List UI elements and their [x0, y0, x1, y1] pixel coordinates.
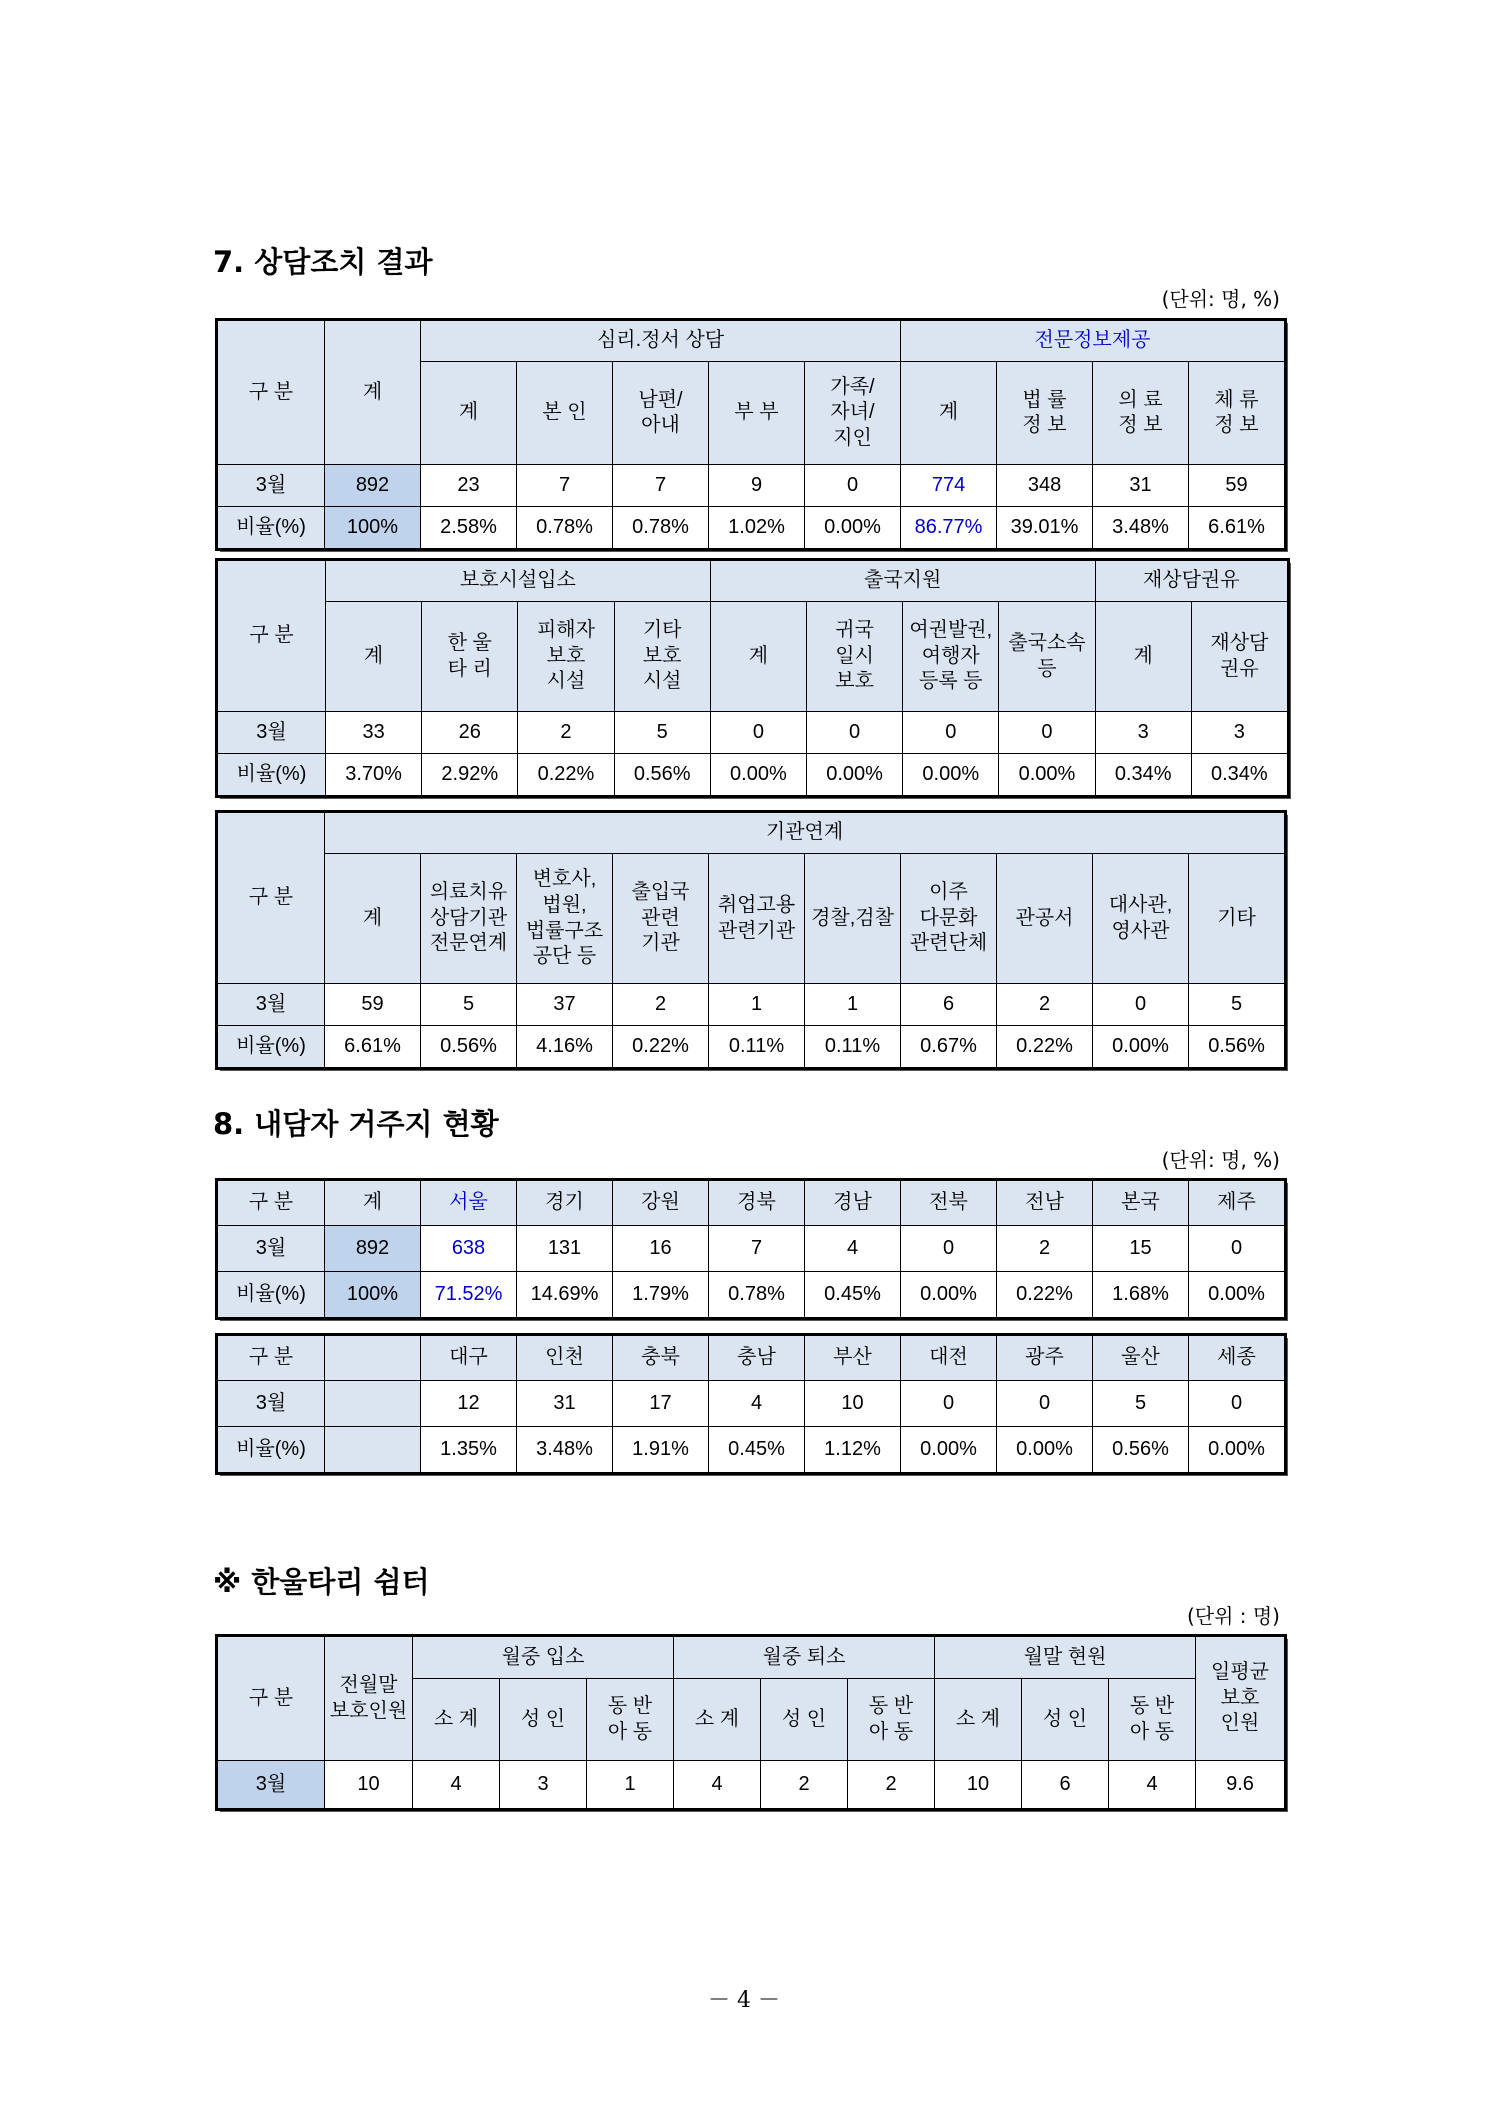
- header-cell: 경북: [709, 1181, 805, 1226]
- cell: 0.67%: [901, 1026, 997, 1068]
- col-gubun: 구 분: [218, 1637, 325, 1761]
- cell: 1.91%: [613, 1427, 709, 1473]
- header-cell: 세종: [1189, 1336, 1285, 1381]
- cell: 3: [1095, 712, 1191, 754]
- col-gubun: 구 분: [218, 321, 325, 465]
- cell: 5: [421, 984, 517, 1026]
- cell: 71.52%: [421, 1272, 517, 1318]
- cell: 1: [587, 1761, 674, 1809]
- group-out: 월중 퇴소: [674, 1637, 935, 1679]
- table-row: [218, 1226, 1285, 1272]
- cell: 3.70%: [326, 754, 422, 796]
- row-label: 비율(%): [218, 1272, 325, 1318]
- cell: 4: [805, 1226, 901, 1272]
- cell: 31: [1093, 465, 1189, 507]
- cell: 0.00%: [997, 1427, 1093, 1473]
- cell: 2.58%: [421, 507, 517, 549]
- cell: 0.11%: [709, 1026, 805, 1068]
- residence-table-1: [217, 1180, 1285, 1318]
- group-agency: 기관연계: [325, 813, 1285, 854]
- cell: 5: [1093, 1381, 1189, 1427]
- table-row: [218, 507, 1285, 549]
- cell: 2: [997, 1226, 1093, 1272]
- cell: 131: [517, 1226, 613, 1272]
- cell: 774: [901, 465, 997, 507]
- cell: 14.69%: [517, 1272, 613, 1318]
- cell: 0: [1189, 1381, 1285, 1427]
- cell: 23: [421, 465, 517, 507]
- row-label: 3월: [218, 1381, 325, 1427]
- header-cell: 인천: [517, 1336, 613, 1381]
- cell: 3.48%: [517, 1427, 613, 1473]
- cell: 2: [997, 984, 1093, 1026]
- header-cell: 제주: [1189, 1181, 1285, 1226]
- header-cell: 충북: [613, 1336, 709, 1381]
- sub-header: 성 인: [761, 1679, 848, 1761]
- cell: 2.92%: [422, 754, 518, 796]
- group-psych: 심리.정서 상담: [421, 321, 901, 362]
- cell: 0.78%: [709, 1272, 805, 1318]
- cell: 1: [805, 984, 901, 1026]
- sub-header: 출국소속 등: [999, 602, 1095, 712]
- sub-header: 성 인: [500, 1679, 587, 1761]
- group-recounsel: 재상담권유: [1095, 561, 1287, 602]
- header-cell: 경기: [517, 1181, 613, 1226]
- header-cell: 전북: [901, 1181, 997, 1226]
- cell: 0.56%: [421, 1026, 517, 1068]
- row-label: 3월: [218, 1761, 325, 1809]
- sub-header: 계: [901, 362, 997, 465]
- shelter-table: [217, 1636, 1285, 1809]
- cell: 1.35%: [421, 1427, 517, 1473]
- cell: 0: [710, 712, 806, 754]
- cell: 0: [999, 712, 1095, 754]
- table-row: [218, 984, 1285, 1026]
- header-cell: 광주: [997, 1336, 1093, 1381]
- header-cell: 계: [325, 1181, 421, 1226]
- page-number: － 4 －: [708, 1988, 780, 2013]
- cell: 892: [325, 465, 421, 507]
- header-cell: 본국: [1093, 1181, 1189, 1226]
- sub-header: 동 반 아 동: [587, 1679, 674, 1761]
- sub-header: 의료치유 상담기관 전문연계: [421, 854, 517, 984]
- cell: 0.22%: [997, 1026, 1093, 1068]
- sub-header: 기타: [1189, 854, 1285, 984]
- col-gubun: 구 분: [218, 561, 326, 712]
- cell: 12: [421, 1381, 517, 1427]
- cell: 4.16%: [517, 1026, 613, 1068]
- sub-header: 부 부: [709, 362, 805, 465]
- table-row: [218, 465, 1285, 507]
- cell: 0.00%: [1189, 1427, 1285, 1473]
- sub-header: 변호사, 법원, 법률구조 공단 등: [517, 854, 613, 984]
- group-shelter: 보호시설입소: [326, 561, 711, 602]
- section-7-unit: (단위: 명, %): [1161, 287, 1280, 311]
- col-gubun: 구 분: [218, 813, 325, 984]
- row-label: 비율(%): [218, 1026, 325, 1068]
- counseling-table-2: [217, 560, 1288, 796]
- cell: 0.00%: [903, 754, 999, 796]
- sub-header: 법 률 정 보: [997, 362, 1093, 465]
- cell: 1: [709, 984, 805, 1026]
- cell: 0: [806, 712, 902, 754]
- sub-header: 출입국 관련 기관: [613, 854, 709, 984]
- cell: 33: [326, 712, 422, 754]
- cell: 10: [935, 1761, 1022, 1809]
- cell: 6.61%: [325, 1026, 421, 1068]
- cell: 638: [421, 1226, 517, 1272]
- cell: 0: [901, 1381, 997, 1427]
- col-prev: 전월말 보호인원: [325, 1637, 413, 1761]
- cell: [325, 1381, 421, 1427]
- cell: 10: [805, 1381, 901, 1427]
- table-row: [218, 1381, 1285, 1427]
- cell: 31: [517, 1381, 613, 1427]
- section-7-title: 7. 상담조치 결과: [213, 245, 433, 279]
- cell: 0.34%: [1191, 754, 1287, 796]
- header-cell: 강원: [613, 1181, 709, 1226]
- cell: 9: [709, 465, 805, 507]
- cell: 2: [761, 1761, 848, 1809]
- table-row: [218, 1026, 1285, 1068]
- cell: 0.00%: [999, 754, 1095, 796]
- cell: 0.00%: [806, 754, 902, 796]
- cell: 4: [674, 1761, 761, 1809]
- table-header-row: [218, 1181, 1285, 1226]
- header-cell: 울산: [1093, 1336, 1189, 1381]
- cell: 0.22%: [613, 1026, 709, 1068]
- group-info: 전문정보제공: [901, 321, 1285, 362]
- cell: 4: [413, 1761, 500, 1809]
- header-cell: 경남: [805, 1181, 901, 1226]
- cell: 0.78%: [613, 507, 709, 549]
- sub-header: 관공서: [997, 854, 1093, 984]
- cell: 7: [613, 465, 709, 507]
- header-cell: 부산: [805, 1336, 901, 1381]
- cell: 0.00%: [901, 1427, 997, 1473]
- cell: 100%: [325, 1272, 421, 1318]
- table-row: [218, 712, 1288, 754]
- cell: 892: [325, 1226, 421, 1272]
- section-8-unit: (단위: 명, %): [1161, 1148, 1280, 1172]
- sub-header: 한 울 타 리: [422, 602, 518, 712]
- sub-header: 취업고용 관련기관: [709, 854, 805, 984]
- sub-header: 대사관, 영사관: [1093, 854, 1189, 984]
- sub-header: 기타 보호 시설: [614, 602, 710, 712]
- row-label: 비율(%): [218, 754, 326, 796]
- cell: 0.45%: [709, 1427, 805, 1473]
- row-label: 3월: [218, 465, 325, 507]
- table-row: [218, 1272, 1285, 1318]
- cell: 26: [422, 712, 518, 754]
- cell: 6: [1022, 1761, 1109, 1809]
- cell: 7: [709, 1226, 805, 1272]
- header-cell: 구 분: [218, 1336, 325, 1381]
- cell: 0.56%: [614, 754, 710, 796]
- cell: 10: [325, 1761, 413, 1809]
- header-cell: 구 분: [218, 1181, 325, 1226]
- cell: 0.22%: [997, 1272, 1093, 1318]
- cell: 0.45%: [805, 1272, 901, 1318]
- sub-header: 소 계: [935, 1679, 1022, 1761]
- cell: 4: [1109, 1761, 1196, 1809]
- section-8-title: 8. 내담자 거주지 현황: [213, 1107, 499, 1141]
- residence-table-2: [217, 1335, 1285, 1473]
- cell: 9.6: [1196, 1761, 1285, 1809]
- cell: 59: [1189, 465, 1285, 507]
- counseling-table-1: [217, 320, 1285, 549]
- row-label: 3월: [218, 984, 325, 1026]
- header-cell: [325, 1336, 421, 1381]
- cell: 17: [613, 1381, 709, 1427]
- sub-header: 계: [326, 602, 422, 712]
- cell: [325, 1427, 421, 1473]
- cell: 0.00%: [1093, 1026, 1189, 1068]
- table-row: [218, 1761, 1285, 1809]
- sub-header: 본 인: [517, 362, 613, 465]
- header-cell: 대전: [901, 1336, 997, 1381]
- header-cell: 충남: [709, 1336, 805, 1381]
- cell: 0.56%: [1093, 1427, 1189, 1473]
- sub-header: 이주 다문화 관련단체: [901, 854, 997, 984]
- sub-header: 계: [1095, 602, 1191, 712]
- cell: 39.01%: [997, 507, 1093, 549]
- sub-header: 계: [710, 602, 806, 712]
- cell: 3.48%: [1093, 507, 1189, 549]
- col-avg: 일평균 보호 인원: [1196, 1637, 1285, 1761]
- group-now: 월말 현원: [935, 1637, 1196, 1679]
- sub-header: 성 인: [1022, 1679, 1109, 1761]
- cell: 0: [901, 1226, 997, 1272]
- cell: 59: [325, 984, 421, 1026]
- cell: 0: [1189, 1226, 1285, 1272]
- sub-header: 피해자 보호 시설: [518, 602, 614, 712]
- sub-header: 재상담 권유: [1191, 602, 1287, 712]
- cell: 3: [500, 1761, 587, 1809]
- cell: 0.00%: [805, 507, 901, 549]
- cell: 16: [613, 1226, 709, 1272]
- sub-header: 계: [421, 362, 517, 465]
- row-label: 비율(%): [218, 507, 325, 549]
- cell: 3: [1191, 712, 1287, 754]
- cell: 15: [1093, 1226, 1189, 1272]
- cell: 0.34%: [1095, 754, 1191, 796]
- cell: 0: [997, 1381, 1093, 1427]
- cell: 7: [517, 465, 613, 507]
- sub-header: 소 계: [413, 1679, 500, 1761]
- group-departure: 출국지원: [710, 561, 1095, 602]
- cell: 0.22%: [518, 754, 614, 796]
- cell: 2: [848, 1761, 935, 1809]
- cell: 5: [1189, 984, 1285, 1026]
- col-total: 계: [325, 321, 421, 465]
- sub-header: 체 류 정 보: [1189, 362, 1285, 465]
- sub-header: 남편/ 아내: [613, 362, 709, 465]
- cell: 0.56%: [1189, 1026, 1285, 1068]
- cell: 0.78%: [517, 507, 613, 549]
- header-cell: 서울: [421, 1181, 517, 1226]
- group-in: 월중 입소: [413, 1637, 674, 1679]
- table-row: [218, 754, 1288, 796]
- cell: 1.79%: [613, 1272, 709, 1318]
- sub-header: 동 반 아 동: [848, 1679, 935, 1761]
- cell: 1.12%: [805, 1427, 901, 1473]
- cell: 348: [997, 465, 1093, 507]
- cell: 86.77%: [901, 507, 997, 549]
- cell: 4: [709, 1381, 805, 1427]
- header-cell: 대구: [421, 1336, 517, 1381]
- cell: 0: [903, 712, 999, 754]
- cell: 0.00%: [901, 1272, 997, 1318]
- sub-header: 동 반 아 동: [1109, 1679, 1196, 1761]
- header-cell: 전남: [997, 1181, 1093, 1226]
- sub-header: 계: [325, 854, 421, 984]
- cell: 5: [614, 712, 710, 754]
- cell: 100%: [325, 507, 421, 549]
- sub-header: 소 계: [674, 1679, 761, 1761]
- shelter-unit: (단위 : 명): [1186, 1604, 1280, 1628]
- shelter-title: ※ 한울타리 쉼터: [213, 1565, 430, 1599]
- cell: 2: [613, 984, 709, 1026]
- row-label: 3월: [218, 712, 326, 754]
- sub-header: 경찰,검찰: [805, 854, 901, 984]
- sub-header: 가족/ 자녀/ 지인: [805, 362, 901, 465]
- cell: 0.00%: [1189, 1272, 1285, 1318]
- table-header-row: [218, 1336, 1285, 1381]
- row-label: 3월: [218, 1226, 325, 1272]
- cell: 0: [805, 465, 901, 507]
- cell: 0.11%: [805, 1026, 901, 1068]
- cell: 6.61%: [1189, 507, 1285, 549]
- cell: 0.00%: [710, 754, 806, 796]
- counseling-table-3: [217, 812, 1285, 1068]
- cell: 6: [901, 984, 997, 1026]
- sub-header: 여권발권, 여행자 등록 등: [903, 602, 999, 712]
- cell: 0: [1093, 984, 1189, 1026]
- table-row: [218, 1427, 1285, 1473]
- sub-header: 의 료 정 보: [1093, 362, 1189, 465]
- sub-header: 귀국 일시 보호: [806, 602, 902, 712]
- cell: 1.68%: [1093, 1272, 1189, 1318]
- cell: 2: [518, 712, 614, 754]
- cell: 37: [517, 984, 613, 1026]
- cell: 1.02%: [709, 507, 805, 549]
- row-label: 비율(%): [218, 1427, 325, 1473]
